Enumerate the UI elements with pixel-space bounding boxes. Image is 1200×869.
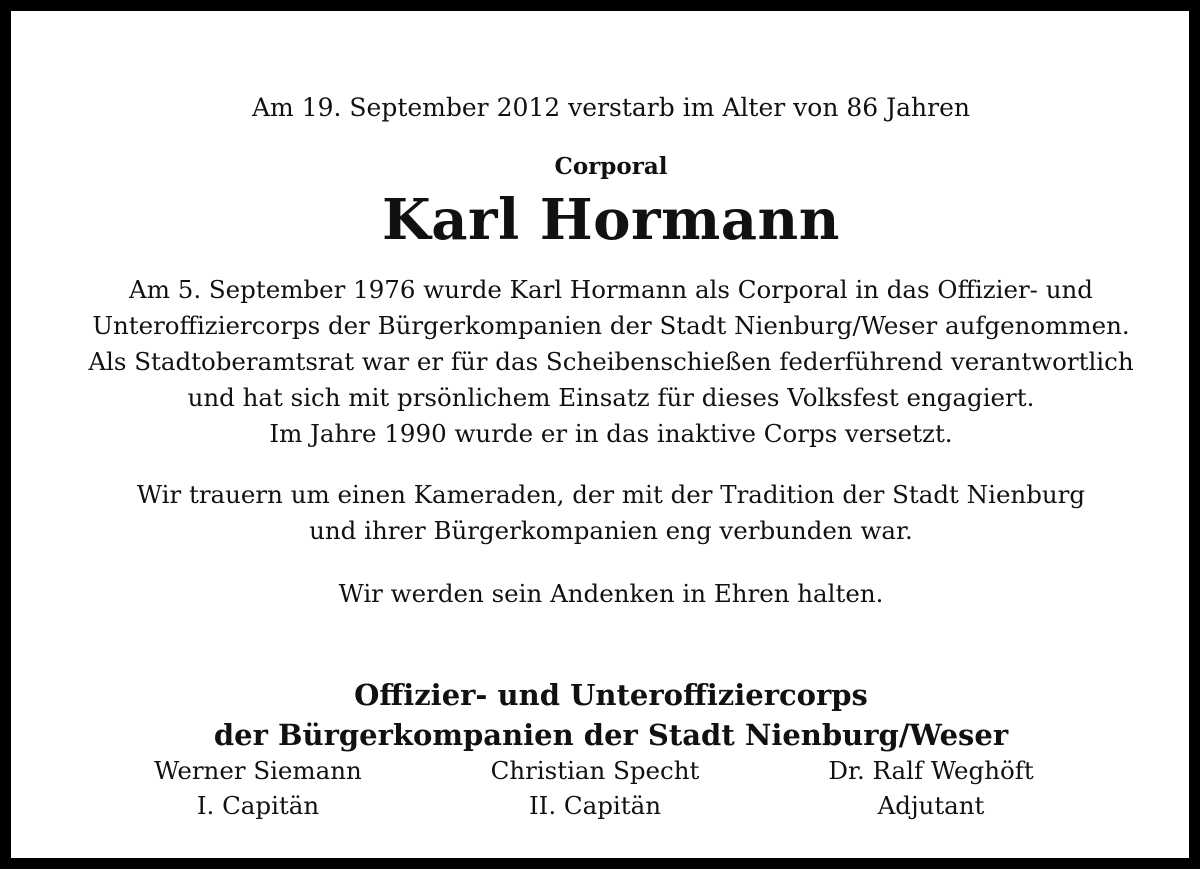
signatory-name: Werner Siemann — [154, 756, 362, 785]
signatory-1 — [78, 753, 438, 823]
organization-line: Offizier- und Unteroffiziercorps — [354, 678, 868, 712]
paragraph-remembrance — [11, 576, 1200, 612]
paragraph-biography — [11, 272, 1200, 452]
text-line: Am 5. September 1976 wurde Karl Hormann als Corporal in das Offizier- und — [129, 275, 1093, 304]
text-line: Wir trauern um einen Kameraden, der mit der Tradition der Stadt Nienburg — [136, 480, 1086, 509]
text-line: Unteroffiziercorps der Bürgerkompanien der Stadt Nienburg/Weser aufgenommen. — [92, 311, 1130, 340]
signatory-3 — [751, 753, 1111, 823]
organization-line: der Bürgerkompanien der Stadt Nienburg/Weser — [213, 718, 1009, 752]
signatory-title: Adjutant — [877, 791, 985, 820]
rank-label: Corporal — [554, 153, 668, 180]
signatory-title: I. Capitän — [196, 791, 320, 820]
deceased-name: Karl Hormann — [382, 187, 840, 253]
text-line: Als Stadtoberamtsrat war er für das Scheibenschießen federführend verantwortlich — [88, 347, 1134, 376]
organization-name — [11, 675, 1200, 755]
text-line: Wir werden sein Andenken in Ehren halten. — [338, 579, 884, 608]
text-line: und ihrer Bürgerkompanien eng verbunden war. — [309, 516, 913, 545]
intro-line: Am 19. September 2012 verstarb im Alter von 86 Jahren — [252, 93, 970, 122]
text-line: und hat sich mit prsönlichem Einsatz für dieses Volksfest engagiert. — [187, 383, 1035, 412]
paragraph-mourning — [11, 477, 1200, 549]
signatory-name: Dr. Ralf Weghöft — [828, 756, 1034, 785]
signatory-title: II. Capitän — [528, 791, 662, 820]
signatory-2 — [415, 753, 775, 823]
signatory-name: Christian Specht — [490, 756, 700, 785]
text-line: Im Jahre 1990 wurde er in das inaktive Corps versetzt. — [269, 419, 953, 448]
